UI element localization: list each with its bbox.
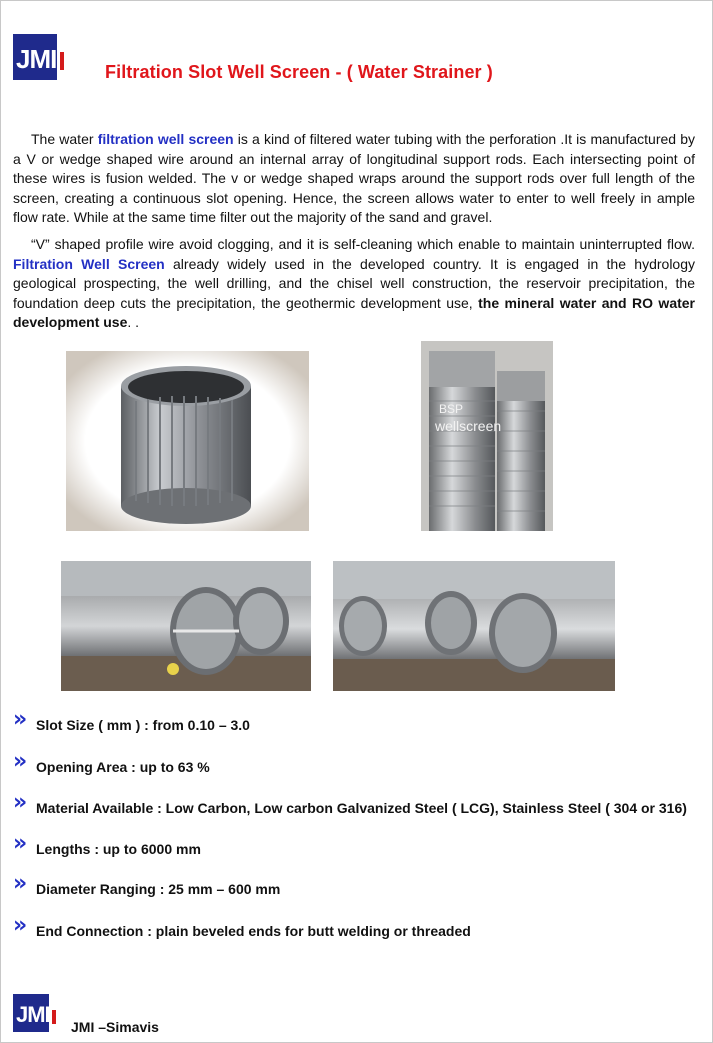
photo-watermark-1: BSP — [439, 402, 464, 416]
bullet-icon: » — [13, 831, 28, 856]
jmi-logo: JMI — [13, 34, 63, 80]
usage-paragraph: “V” shaped profile wire avoid clogging, and it is self-cleaning which enable to maintain uninterrupted flow. Filtration Well Screen already widely used in the developed country. It is engaged in the hydrology geological prospecting, the well drilling, and the chisel well construction, the reservoir precipitation, the foundation deep cuts the precipitation, the geothermic development use, the mineral water and RO water development use. . — [13, 236, 695, 330]
filtration-well-screen-highlight: Filtration Well Screen — [13, 255, 165, 272]
bullet-icon: » — [13, 749, 28, 774]
photo-tall-screens — [421, 341, 553, 531]
intro-paragraph: The water filtration well screen is a kind of filtered water tubing with the perforation .It is manufactured by a V or wedge shaped wire around an internal array of longitudinal support rods. Each intersecting point of these wires is fusion welded. The v or wedge shaped wraps around the support rods over full length of the screen, creating a continuous slot opening. Hence, the screen allows water to enter to well freely in ample flow rate. While at the same time filter out the majority of the sand and gravel. — [13, 131, 695, 225]
footer-jmi-logo: JMI — [13, 994, 63, 1040]
photo-watermark-2: wellscreen — [435, 418, 502, 434]
filtration-well-screen-link: filtration well screen — [97, 131, 234, 147]
bullet-icon: » — [13, 913, 28, 938]
photo-pipes-right — [333, 561, 615, 691]
bullet-icon: » — [13, 707, 28, 732]
bullet-icon: » — [13, 790, 28, 815]
photo-pipes-left — [61, 561, 311, 691]
photo-screen-cylinder — [66, 351, 309, 531]
bullet-icon: » — [13, 871, 28, 896]
footer-company: JMI –Simavis — [71, 1019, 159, 1035]
page-frame: JMI Filtration Slot Well Screen - ( Water Strainer ) The water filtration well screen is a kind of filtered water tubing with the perforation .It is manufactured by a V or wedge shaped wire around an internal array of longitudinal support rods. Each intersecting point of these wires is fusion welded. The v or wedge shaped wraps around the support rods over full length of the screen, creating a continuous slot opening. Hence, the screen allows water to enter to well freely in ample flow rate. While at the same time filter out the majority of the sand and gravel. “V” shaped profile wire avoid clogging, and it is self-cleaning which enable to maintain uninterrupted flow. Filtration Well Screen already widely used in the developed country. It is engaged in the hydrology geological prospecting, the well drilling, and the chisel well construction, the reservoir precipitation, the foundation deep cuts the precipitation, the geothermic development use, the mineral water and RO water development use. . BSP wellscreen » Slot Size ( mm ) : from 0.10 – 3.0 » Opening Area : up to 63 % » Material Available : Low Carbon, Low carbon Galvanized Steel ( LCG), Stainless Steel ( 304 or 316) » Lengths : up to 6000 mm » Diameter Ranging : 25 mm – 600 mm » End Connection : plain beveled ends for butt welding or threaded JMI JMI –Simavis — [0, 0, 713, 1043]
page-title: Filtration Slot Well Screen - ( Water Strainer ) — [105, 62, 493, 82]
